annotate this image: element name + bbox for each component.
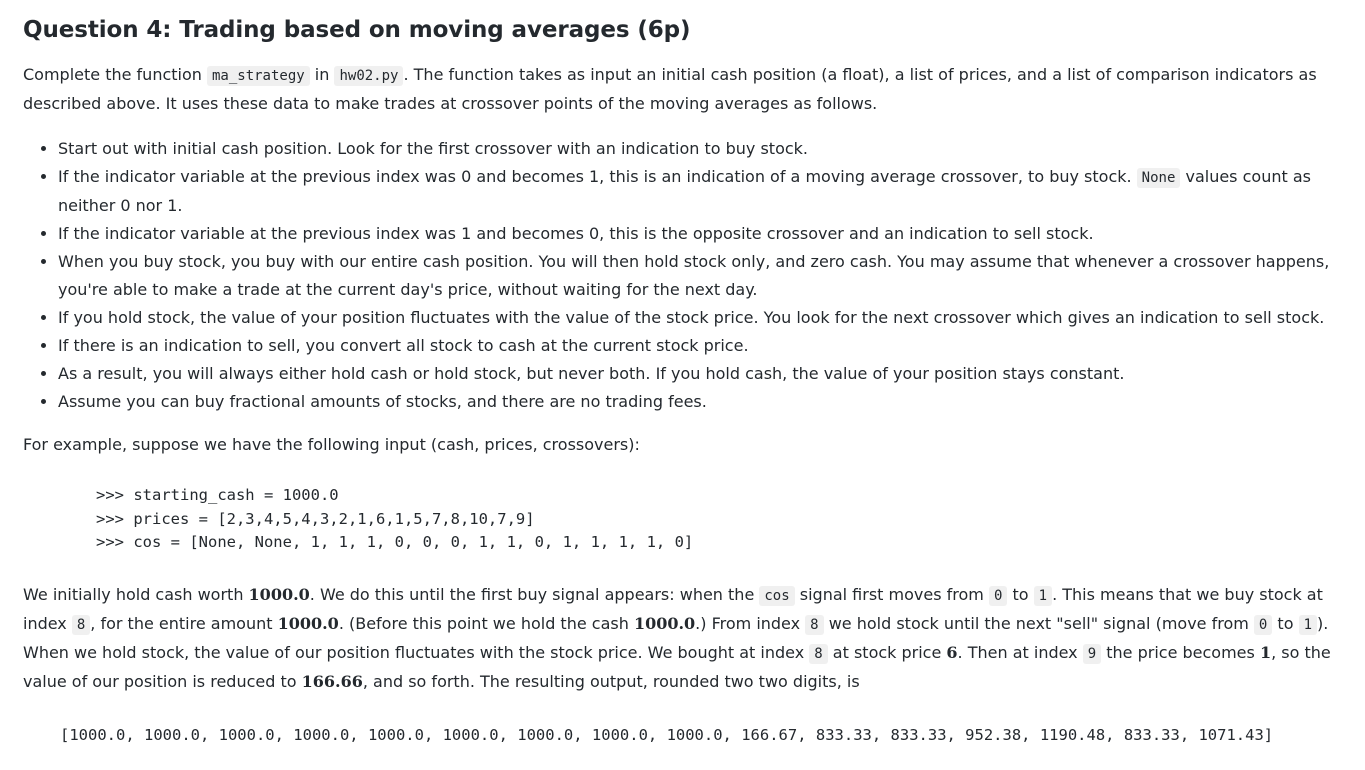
- list-item: • If the indicator variable at the previous index was 0 and becomes 1, this is an indication of a moving average crossover, to buy stock. None values count as neither 0 nor 1.: [58, 163, 1347, 220]
- list-item: • Start out with initial cash position. Look for the first crossover with an indication to buy stock.: [58, 135, 1347, 163]
- intro-paragraph: Complete the function ma_strategy in hw02.py . The function takes as input an initial cash position (a float), a list of prices, and a list of comparison indicators as described above. It uses these data to make trades at crossover points of the moving averages as follows.: [23, 65, 1317, 113]
- list-item: • If there is an indication to sell, you convert all stock to cash at the current stock price.: [58, 332, 1347, 360]
- none-code: None: [1137, 168, 1181, 188]
- console-example: [23, 484, 1347, 555]
- console-line: >>> prices = [2,3,4,5,4,3,2,1,6,1,5,7,8,10,7,9]: [96, 509, 535, 528]
- console-line: >>> cos = [None, None, 1, 1, 1, 0, 0, 0, 1, 1, 0, 1, 1, 1, 1, 0]: [96, 533, 694, 551]
- list-item: • If you hold stock, the value of your position fluctuates with the value of the stock price. You look for the next crossover which gives an indication to sell stock.: [58, 304, 1347, 332]
- list-item: • Assume you can buy fractional amounts of stocks, and there are no trading fees.: [58, 388, 1347, 416]
- result-output: [1000.0, 1000.0, 1000.0, 1000.0, 1000.0, 1000.0, 1000.0, 1000.0, 1000.0, 166.67, 833.33, 833.33, 952.38, 1190.48, 833.33, 1071.43]: [60, 725, 1274, 744]
- list-item: • When you buy stock, you buy with our entire cash position. You will then hold stock only, and zero cash. You may assume that whenever a crossover happens, you're able to make a trade at the current day's price, without waiting for the next day.: [58, 248, 1347, 304]
- example-intro-paragraph: For example, suppose we have the following input (cash, prices, crossovers):: [23, 435, 640, 454]
- list-item: • As a result, you will always either hold cash or hold stock, but never both. If you hold cash, the value of your position stays constant.: [58, 360, 1347, 388]
- function-name-code: ma_strategy: [207, 66, 310, 86]
- rules-list: [23, 135, 1347, 416]
- explanation-paragraph: We initially hold cash worth 1000.0. We do this until the first buy signal appears: when the cos signal first moves from 0 to 1 . This means that we buy stock at index 8 , for the entire amount 1000.0. (Before this point we hold the cash 1000.0.) From index 8 we hold stock until the next "sell" signal (move from 0 to 1 ). When we hold stock, the value of our position fluctuates with the stock price. We bought at index 8 at stock price 6. Then at index 9 the price becomes 1, so the value of our position is reduced to 166.66, and so forth. The resulting output, rounded two two digits, is: [23, 584, 1331, 691]
- console-line: >>> starting_cash = 1000.0: [96, 486, 339, 504]
- question-heading: Question 4: Trading based on moving averages (6p): [23, 17, 691, 43]
- file-name-code: hw02.py: [334, 66, 403, 86]
- list-item: • If the indicator variable at the previous index was 1 and becomes 0, this is the opposite crossover and an indication to sell stock.: [58, 220, 1347, 248]
